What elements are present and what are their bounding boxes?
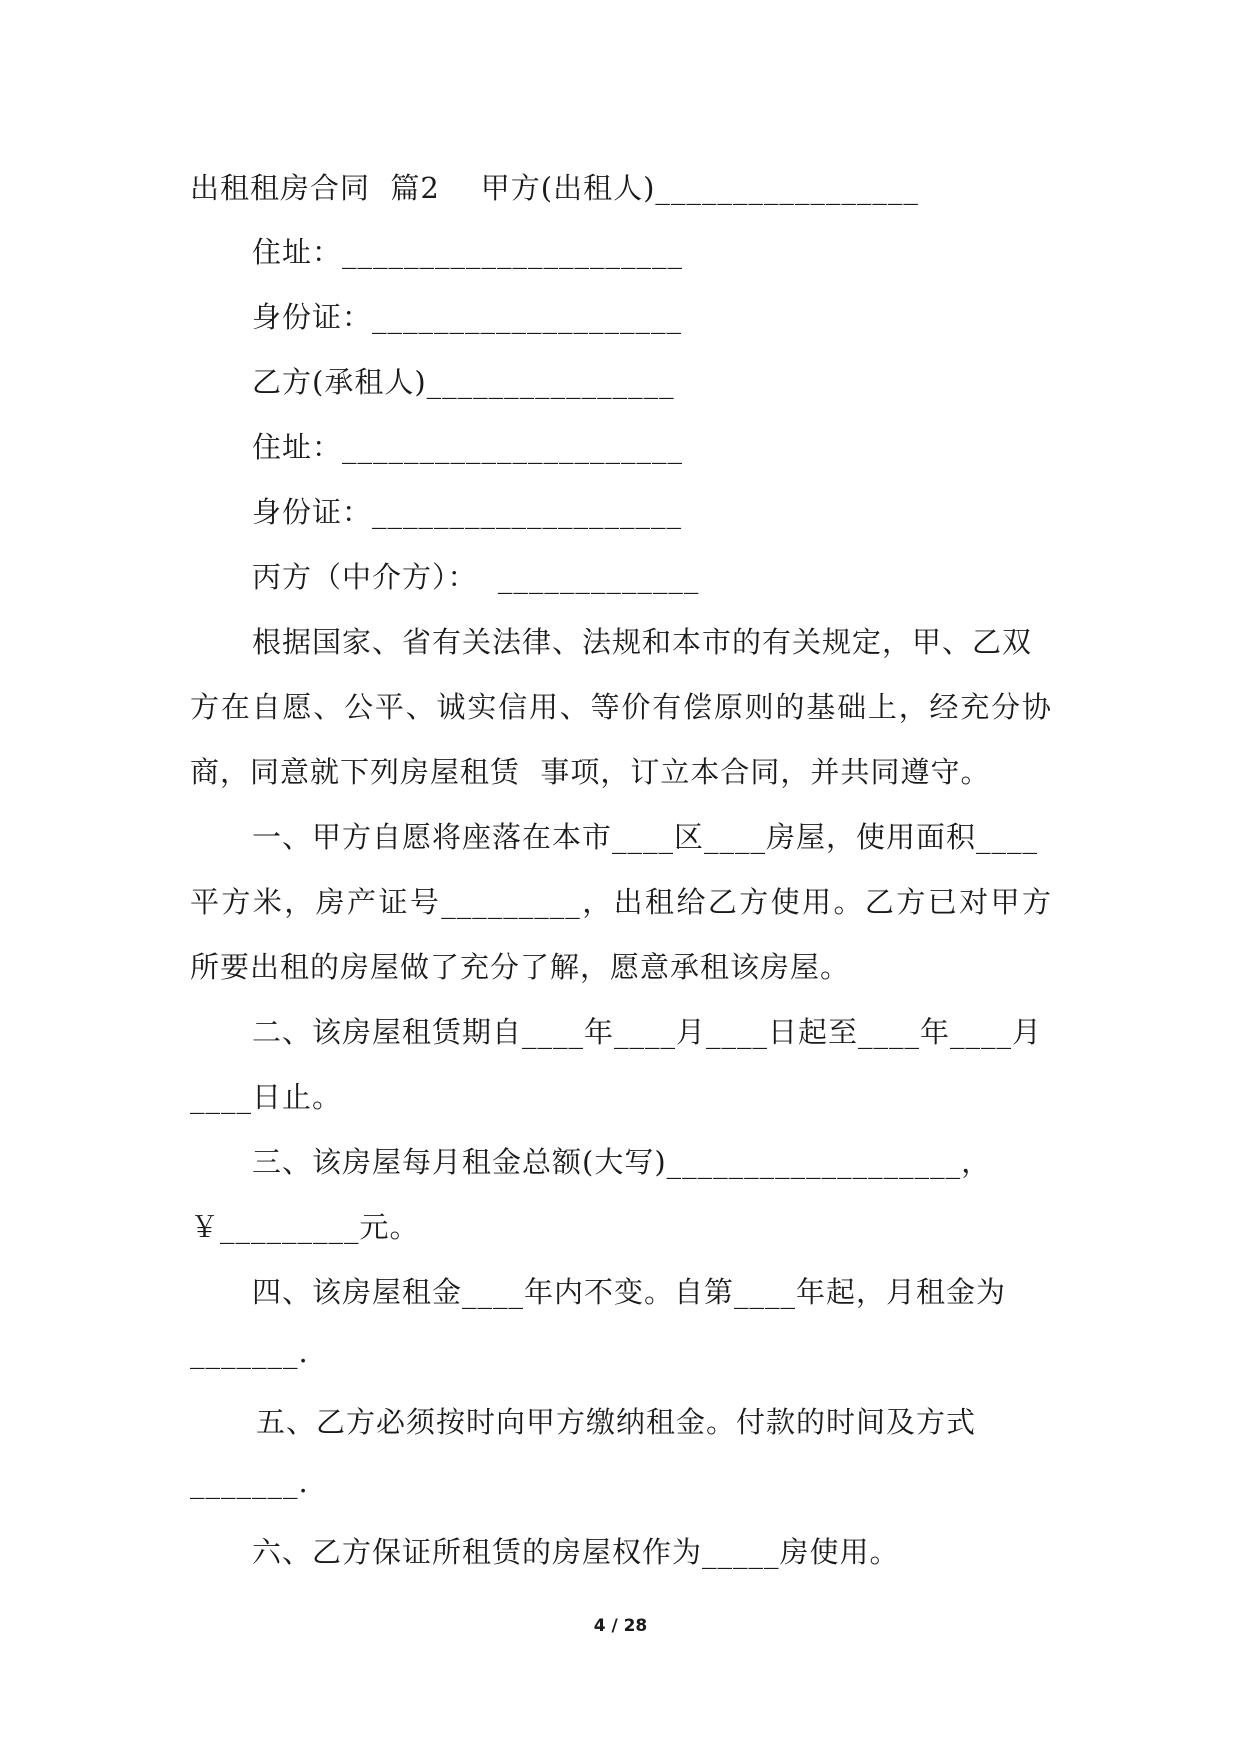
party-a-address: 住址：______________________ — [252, 235, 684, 269]
clause-5-line-1: 五、乙方必须按时向甲方缴纳租金。付款的时间及方式 — [256, 1405, 977, 1439]
clause-4-line-2: _______. — [190, 1335, 309, 1369]
clause-5-line-2: _______. — [190, 1465, 309, 1499]
preamble-line-1: 根据国家、省有关法律、法规和本市的有关规定，甲、乙双 — [252, 625, 1033, 659]
party-b-id: 身份证：____________________ — [252, 495, 683, 529]
preamble-line-3: 商，同意就下列房屋租赁 事项，订立本合同，并共同遵守。 — [190, 755, 991, 789]
page-number: 4 / 28 — [593, 1616, 648, 1636]
party-a-id: 身份证：____________________ — [252, 300, 683, 334]
contract-title-line: 出租租房合同 篇2 甲方(出租人)_________________ — [190, 171, 919, 205]
clause-6-line-1: 六、乙方保证所租赁的房屋权作为_____房使用。 — [252, 1535, 900, 1569]
clause-2-line-2: ____日止。 — [190, 1080, 343, 1114]
clause-1-line-1: 一、甲方自愿将座落在本市____区____房屋，使用面积____ — [252, 820, 1039, 854]
party-b-line: 乙方(承租人)________________ — [252, 365, 675, 399]
clause-1-line-3: 所要出租的房屋做了充分了解，愿意承租该房屋。 — [190, 950, 851, 984]
clause-3-line-2: ￥_________元。 — [190, 1210, 420, 1244]
clause-3-line-1: 三、该房屋每月租金总额(大写)___________________， — [252, 1145, 992, 1179]
clause-4-line-1: 四、该房屋租金____年内不变。自第____年起，月租金为 — [252, 1275, 1007, 1309]
party-c-line: 丙方（中介方）： _____________ — [252, 560, 700, 594]
clause-1-line-2: 平方米，房产证号_________，出租给乙方使用。乙方已对甲方 — [190, 885, 1052, 919]
preamble-line-2: 方在自愿、公平、诚实信用、等价有偿原则的基础上，经充分协 — [190, 690, 1052, 724]
party-b-address: 住址：______________________ — [252, 430, 684, 464]
clause-2-line-1: 二、该房屋租赁期自____年____月____日起至____年____月 — [252, 1015, 1043, 1049]
